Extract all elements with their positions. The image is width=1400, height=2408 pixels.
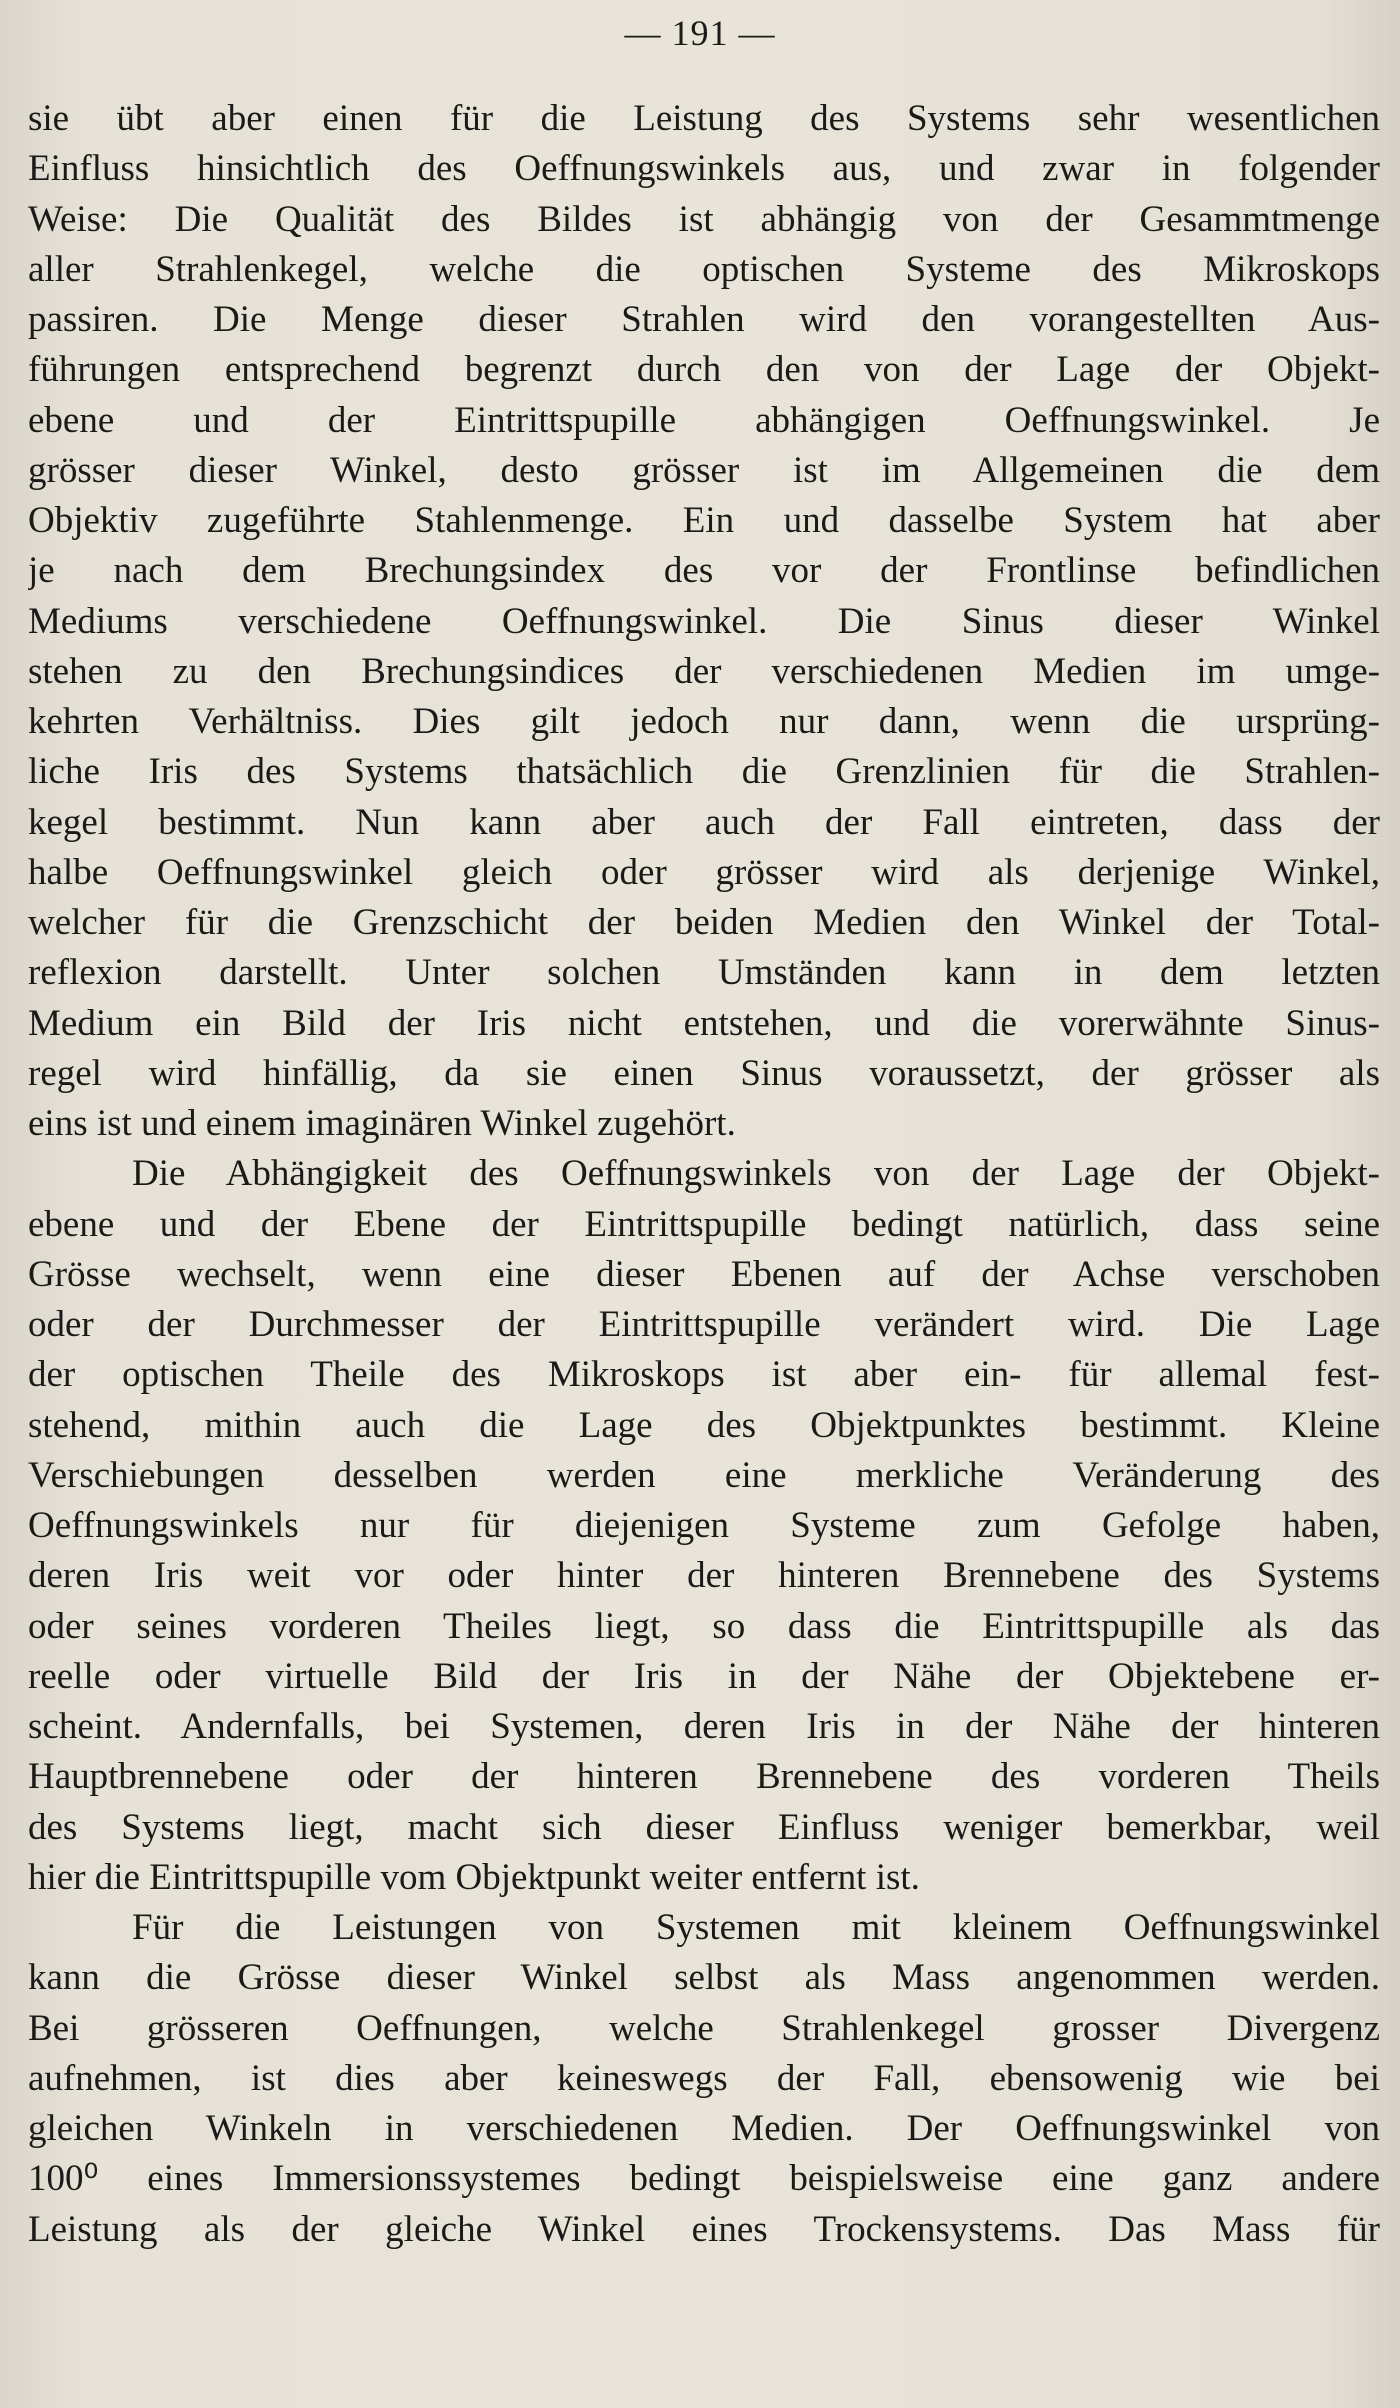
text-line: ebene und der Ebene der Eintrittspupille bedingt natürlich, dass seine	[28, 1203, 1380, 1245]
text-line: Für die Leistungen von Systemen mit kleinem Oeffnungswinkel	[132, 1907, 1380, 1948]
text-line: der optischen Theile des Mikroskops ist aber ein- für allemal fest-	[28, 1354, 1380, 1396]
text-line: grösser dieser Winkel, desto grösser ist im Allgemeinen die dem	[28, 449, 1380, 491]
text-line: je nach dem Brechungsindex des vor der Frontlinse befindlichen	[28, 550, 1380, 592]
text-line: Hauptbrennebene oder der hinteren Brennebene des vorderen Theils	[28, 1756, 1380, 1798]
text-line: Mediums verschiedene Oeffnungswinkel. Die Sinus dieser Winkel	[28, 600, 1380, 642]
text-line: liche Iris des Systems thatsächlich die Grenzlinien für die Strahlen-	[28, 751, 1380, 793]
text-line: Weise: Die Qualität des Bildes ist abhängig von der Gesammtmenge	[28, 198, 1380, 240]
text-line: halbe Oeffnungswinkel gleich oder grösser wird als derjenige Winkel,	[28, 851, 1380, 893]
text-line: Medium ein Bild der Iris nicht entstehen, und die vorerwähnte Sinus-	[28, 1002, 1380, 1044]
text-line: Bei grösseren Oeffnungen, welche Strahlenkegel grosser Divergenz	[28, 2007, 1380, 2049]
text-line: Objektiv zugeführte Stahlenmenge. Ein und dasselbe System hat aber	[28, 500, 1380, 541]
text-line: oder der Durchmesser der Eintrittspupille verändert wird. Die Lage	[28, 1304, 1380, 1345]
text-line: scheint. Andernfalls, bei Systemen, deren Iris in der Nähe der hinteren	[28, 1706, 1380, 1747]
text-line: 100⁰ eines Immersionssystemes bedingt beispielsweise eine ganz andere	[28, 2158, 1380, 2200]
text-line: des Systems liegt, macht sich dieser Einfluss weniger bemerkbar, weil	[28, 1806, 1380, 1848]
text-line: eins ist und einem imaginären Winkel zugehört.	[28, 1103, 736, 1144]
text-line: Grösse wechselt, wenn eine dieser Ebenen auf der Achse verschoben	[28, 1253, 1380, 1295]
text-line: Leistung als der gleiche Winkel eines Trockensystems. Das Mass für	[28, 2208, 1380, 2250]
text-line: kehrten Verhältniss. Dies gilt jedoch nur dann, wenn die ursprüng-	[28, 701, 1380, 742]
text-line: Oeffnungswinkels nur für diejenigen Systeme zum Gefolge haben,	[28, 1505, 1380, 1546]
text-line: deren Iris weit vor oder hinter der hinteren Brennebene des Systems	[28, 1555, 1380, 1597]
text-line: Die Abhängigkeit des Oeffnungswinkels von der Lage der Objekt-	[132, 1153, 1380, 1195]
text-line: aller Strahlenkegel, welche die optischen Systeme des Mikroskops	[28, 248, 1380, 290]
text-line: ebene und der Eintrittspupille abhängigen Oeffnungswinkel. Je	[28, 399, 1380, 441]
text-line: regel wird hinfällig, da sie einen Sinus voraussetzt, der grösser als	[28, 1052, 1380, 1094]
text-line: stehend, mithin auch die Lage des Objektpunktes bestimmt. Kleine	[28, 1404, 1380, 1446]
text-line: führungen entsprechend begrenzt durch den von der Lage der Objekt-	[28, 349, 1380, 391]
text-line: passiren. Die Menge dieser Strahlen wird den vorangestellten Aus-	[28, 299, 1380, 340]
body-text	[28, 94, 1380, 2255]
page-number: — 191 —	[624, 13, 776, 53]
text-line: reflexion darstellt. Unter solchen Umständen kann in dem letzten	[28, 952, 1380, 994]
text-line: stehen zu den Brechungsindices der verschiedenen Medien im umge-	[28, 650, 1380, 692]
text-line: welcher für die Grenzschicht der beiden Medien den Winkel der Total-	[28, 902, 1380, 943]
text-line: hier die Eintrittspupille vom Objektpunkt weiter entfernt ist.	[28, 1856, 920, 1898]
text-line: kann die Grösse dieser Winkel selbst als Mass angenommen werden.	[28, 1957, 1380, 1999]
text-line: oder seines vorderen Theiles liegt, so dass die Eintrittspupille als das	[28, 1605, 1380, 1647]
text-line: gleichen Winkeln in verschiedenen Medien. Der Oeffnungswinkel von	[28, 2108, 1380, 2149]
text-line: Verschiebungen desselben werden eine merkliche Veränderung des	[28, 1454, 1380, 1496]
text-line: kegel bestimmt. Nun kann aber auch der Fall eintreten, dass der	[28, 801, 1380, 843]
text-line: sie übt aber einen für die Leistung des Systems sehr wesentlichen	[28, 98, 1380, 139]
text-line: reelle oder virtuelle Bild der Iris in der Nähe der Objektebene er-	[28, 1655, 1380, 1697]
text-line: aufnehmen, ist dies aber keineswegs der Fall, ebensowenig wie bei	[28, 2057, 1380, 2099]
text-line: Einfluss hinsichtlich des Oeffnungswinkels aus, und zwar in folgender	[28, 148, 1380, 190]
